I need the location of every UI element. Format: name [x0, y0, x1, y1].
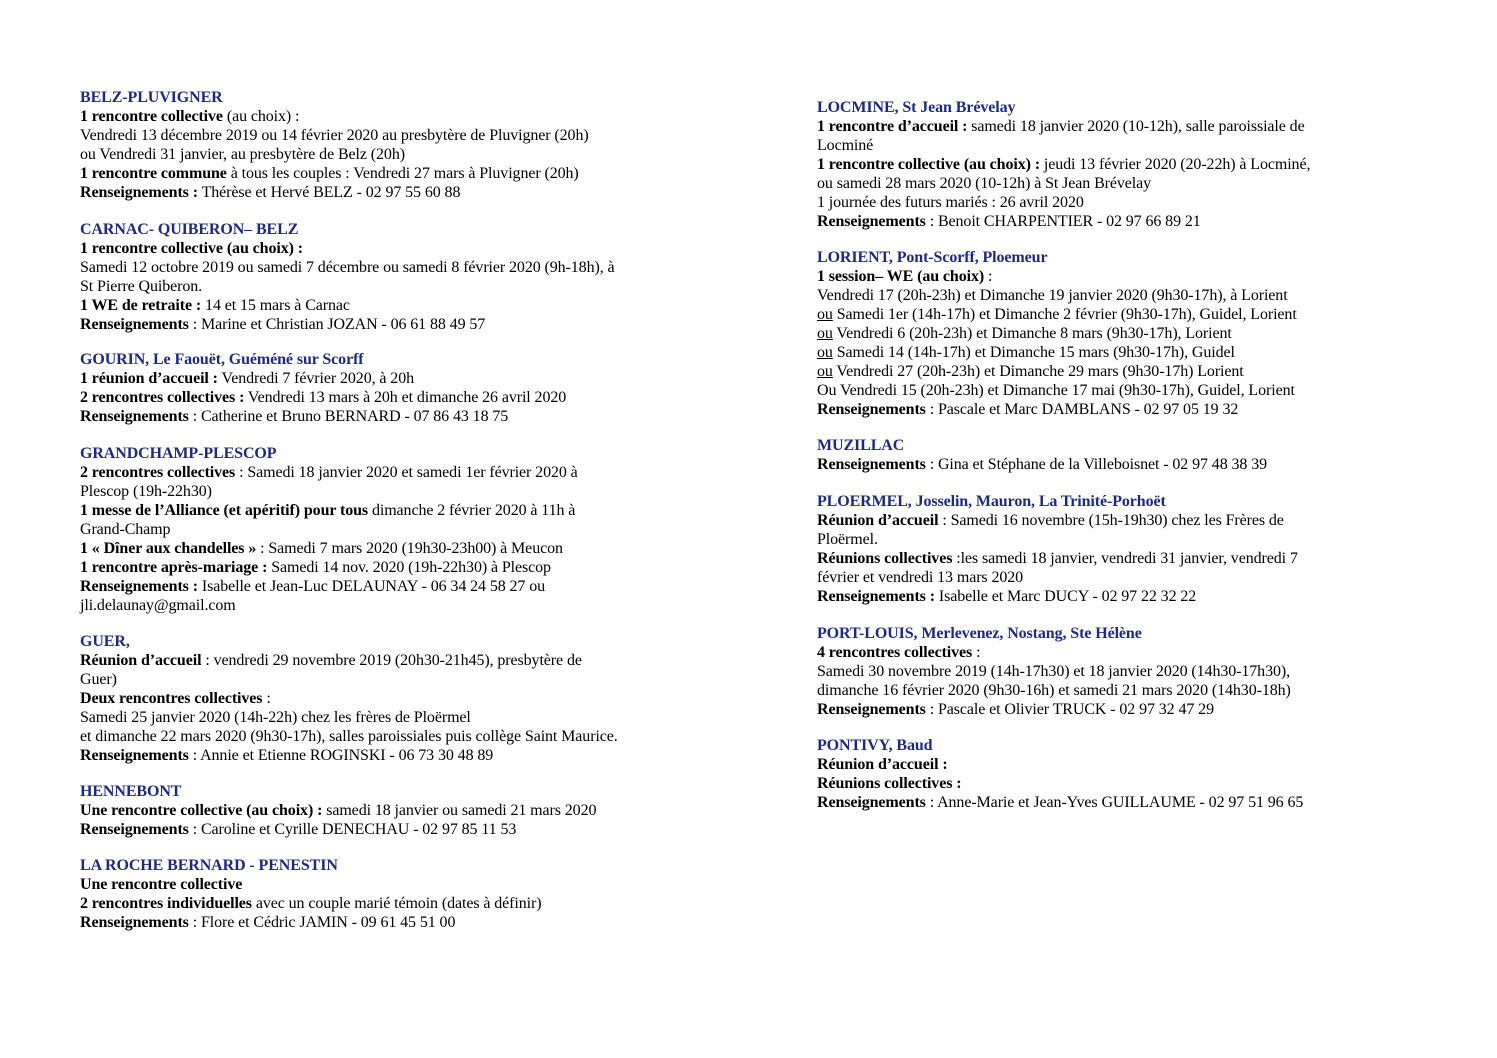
- text-line: [80, 746, 720, 765]
- parish-section: [80, 782, 720, 839]
- bold-label: 2 rencontres collectives: [80, 464, 236, 481]
- text-line: [80, 463, 720, 482]
- text-line: [817, 681, 1457, 700]
- text-run: : Samedi 7 mars 2020 (19h30-23h00) à Meucon: [256, 540, 563, 557]
- bold-label: 1 rencontre d’accueil :: [817, 118, 968, 135]
- text-run: : Samedi 16 novembre (15h-19h30) chez les Frères de: [938, 512, 1284, 529]
- underlined-text: ou: [817, 306, 833, 323]
- bold-label: 1 rencontre collective (au choix) :: [817, 156, 1040, 173]
- parish-section: [817, 492, 1457, 606]
- text-line: [817, 117, 1457, 136]
- text-run: et dimanche 22 mars 2020 (9h30-17h), salles paroissiales puis collège Saint Maurice.: [80, 728, 618, 745]
- section-title: GUER,: [80, 633, 130, 650]
- text-line: [80, 894, 720, 913]
- text-line: [817, 362, 1457, 381]
- bold-label: Renseignements: [817, 794, 926, 811]
- parish-section: [817, 436, 1457, 474]
- text-line: [817, 343, 1457, 362]
- text-run: :: [972, 644, 981, 661]
- text-run: 14 et 15 mars à Carnac: [201, 297, 350, 314]
- text-line: [80, 539, 720, 558]
- section-title: LOCMINE, St Jean Brévelay: [817, 99, 1016, 116]
- text-line: [80, 727, 720, 746]
- text-line: [80, 913, 720, 932]
- bold-label: Réunions collectives: [817, 550, 953, 567]
- parish-section: [80, 350, 720, 426]
- text-line: [80, 315, 720, 334]
- text-run: samedi 18 janvier ou samedi 21 mars 2020: [322, 802, 597, 819]
- text-line: [80, 145, 720, 164]
- parish-section: [80, 632, 720, 765]
- bold-label: Une rencontre collective (au choix) :: [80, 802, 323, 819]
- bold-label: Renseignements: [80, 821, 189, 838]
- bold-label: Renseignements :: [80, 578, 198, 595]
- underlined-text: ou: [817, 344, 833, 361]
- text-run: Locminé: [817, 137, 874, 154]
- text-line: [817, 643, 1457, 662]
- text-run: à tous les couples : Vendredi 27 mars à Pluvigner (20h): [226, 165, 579, 182]
- text-line: [80, 708, 720, 727]
- text-line: [817, 662, 1457, 681]
- text-run: Samedi 14 (14h-17h) et Dimanche 15 mars (9h30-17h), Guidel: [832, 344, 1235, 361]
- bold-label: 1 WE de retraite :: [80, 297, 202, 314]
- bold-label: Renseignements: [817, 213, 926, 230]
- text-line: [817, 212, 1457, 231]
- text-run: Thérèse et Hervé BELZ - 02 97 55 60 88: [197, 184, 461, 201]
- parish-section: [80, 444, 720, 615]
- text-line: [817, 755, 1457, 774]
- parish-section: [80, 220, 720, 334]
- bold-label: Renseignements: [817, 456, 926, 473]
- text-run: Samedi 14 nov. 2020 (19h-22h30) à Plescop: [267, 559, 551, 576]
- text-run: : Annie et Etienne ROGINSKI - 06 73 30 48 89: [188, 747, 494, 764]
- parish-section: [817, 736, 1457, 812]
- text-line: [80, 277, 720, 296]
- text-line: [80, 164, 720, 183]
- parish-section: [817, 624, 1457, 719]
- underlined-text: ou: [817, 363, 833, 380]
- text-line: [80, 520, 720, 539]
- bold-label: 1 rencontre commune: [80, 165, 227, 182]
- parish-section: [80, 88, 720, 202]
- text-run: Samedi 30 novembre 2019 (14h-17h30) et 18 janvier 2020 (14h30-17h30),: [817, 663, 1291, 680]
- text-run: Guer): [80, 671, 117, 688]
- text-line: [817, 549, 1457, 568]
- parish-section: [817, 248, 1457, 419]
- text-run: avec un couple marié témoin (dates à définir): [251, 895, 542, 912]
- text-run: ou samedi 28 mars 2020 (10-12h) à St Jean Brévelay: [817, 175, 1152, 192]
- text-run: Ploërmel.: [817, 531, 878, 548]
- text-run: 1 journée des futurs mariés : 26 avril 2020: [817, 194, 1084, 211]
- bold-label: Renseignements: [817, 401, 926, 418]
- text-run: Vendredi 13 mars à 20h et dimanche 26 avril 2020: [244, 389, 567, 406]
- bold-label: 1 rencontre collective: [80, 108, 223, 125]
- text-run: Plescop (19h-22h30): [80, 483, 212, 500]
- text-line: [817, 530, 1457, 549]
- text-line: [817, 267, 1457, 286]
- parish-section: [80, 856, 720, 932]
- text-line: [817, 193, 1457, 212]
- text-run: : vendredi 29 novembre 2019 (20h30-21h45), presbytère de: [201, 652, 582, 669]
- text-run: Samedi 12 octobre 2019 ou samedi 7 décembre ou samedi 8 février 2020 (9h-18h), à: [80, 259, 615, 276]
- bold-label: 2 rencontres collectives :: [80, 389, 245, 406]
- text-run: : Gina et Stéphane de la Villeboisnet - 02 97 48 38 39: [925, 456, 1267, 473]
- text-run: : Marine et Christian JOZAN - 06 61 88 49 57: [188, 316, 486, 333]
- text-run: samedi 18 janvier 2020 (10-12h), salle paroissiale de: [967, 118, 1305, 135]
- bold-label: Renseignements: [817, 701, 926, 718]
- text-line: [80, 369, 720, 388]
- bold-label: Une rencontre collective: [80, 876, 243, 893]
- text-line: [80, 558, 720, 577]
- text-line: [80, 577, 720, 596]
- bold-label: 1 réunion d’accueil :: [80, 370, 218, 387]
- text-run: dimanche 16 février 2020 (9h30-16h) et samedi 21 mars 2020 (14h30-18h): [817, 682, 1291, 699]
- text-run: Samedi 1er (14h-17h) et Dimanche 2 février (9h30-17h), Guidel, Lorient: [832, 306, 1297, 323]
- text-line: [817, 774, 1457, 793]
- text-run: Vendredi 17 (20h-23h) et Dimanche 19 janvier 2020 (9h30-17h), à Lorient: [817, 287, 1288, 304]
- text-line: [817, 286, 1457, 305]
- bold-label: Renseignements :: [817, 588, 935, 605]
- text-line: [817, 455, 1457, 474]
- section-title: LA ROCHE BERNARD - PENESTIN: [80, 857, 338, 874]
- bold-label: Renseignements: [80, 747, 189, 764]
- text-line: [817, 324, 1457, 343]
- bold-label: Réunion d’accueil: [817, 512, 939, 529]
- underlined-text: ou: [817, 325, 833, 342]
- text-line: [80, 107, 720, 126]
- text-run: :les samedi 18 janvier, vendredi 31 janvier, vendredi 7: [952, 550, 1298, 567]
- text-run: Vendredi 6 (20h-23h) et Dimanche 8 mars (9h30-17h), Lorient: [832, 325, 1232, 342]
- text-line: [817, 155, 1457, 174]
- section-title: MUZILLAC: [817, 437, 905, 454]
- text-run: : Caroline et Cyrille DENECHAU - 02 97 85 11 53: [188, 821, 517, 838]
- text-line: [80, 407, 720, 426]
- text-line: [80, 651, 720, 670]
- text-line: [80, 258, 720, 277]
- text-run: : Pascale et Olivier TRUCK - 02 97 32 47 29: [925, 701, 1214, 718]
- text-run: Vendredi 13 décembre 2019 ou 14 février 2020 au presbytère de Pluvigner (20h): [80, 127, 589, 144]
- text-line: [80, 296, 720, 315]
- text-line: [80, 670, 720, 689]
- text-line: [80, 388, 720, 407]
- text-line: [80, 239, 720, 258]
- text-run: Isabelle et Marc DUCY - 02 97 22 32 22: [934, 588, 1197, 605]
- text-line: [817, 136, 1457, 155]
- bold-label: Réunions collectives :: [817, 775, 962, 792]
- bold-label: 1 rencontre collective (au choix) :: [80, 240, 303, 257]
- text-run: Grand-Champ: [80, 521, 171, 538]
- text-run: :: [262, 690, 271, 707]
- text-line: [80, 801, 720, 820]
- text-run: :: [984, 268, 993, 285]
- section-title: PORT-LOUIS, Merlevenez, Nostang, Ste Hélène: [817, 625, 1142, 642]
- text-run: jeudi 13 février 2020 (20-22h) à Locminé,: [1039, 156, 1311, 173]
- bold-label: Réunion d’accueil: [80, 652, 202, 669]
- bold-label: Réunion d’accueil :: [817, 756, 948, 773]
- text-run: : Benoit CHARPENTIER - 02 97 66 89 21: [925, 213, 1201, 230]
- text-run: Vendredi 27 (20h-23h) et Dimanche 29 mars (9h30-17h) Lorient: [832, 363, 1244, 380]
- text-line: [817, 174, 1457, 193]
- text-line: [80, 126, 720, 145]
- text-line: [80, 875, 720, 894]
- section-title: GOURIN, Le Faouët, Guéméné sur Scorff: [80, 351, 364, 368]
- text-run: février et vendredi 13 mars 2020: [817, 569, 1024, 586]
- text-run: ou Vendredi 31 janvier, au presbytère de Belz (20h): [80, 146, 405, 163]
- text-run: (au choix) :: [222, 108, 300, 125]
- text-run: : Catherine et Bruno BERNARD - 07 86 43 18 75: [188, 408, 509, 425]
- section-title: LORIENT, Pont-Scorff, Ploemeur: [817, 249, 1048, 266]
- text-line: [80, 482, 720, 501]
- section-title: PLOERMEL, Josselin, Mauron, La Trinité-Porhoët: [817, 493, 1166, 510]
- bold-label: 2 rencontres individuelles: [80, 895, 252, 912]
- text-run: Isabelle et Jean-Luc DELAUNAY - 06 34 24 58 27 ou: [197, 578, 546, 595]
- text-run: Vendredi 7 février 2020, à 20h: [217, 370, 415, 387]
- section-title: BELZ-PLUVIGNER: [80, 89, 223, 106]
- text-line: [80, 501, 720, 520]
- section-title: HENNEBONT: [80, 783, 182, 800]
- text-line: [80, 820, 720, 839]
- text-line: [817, 587, 1457, 606]
- bold-label: Renseignements :: [80, 184, 198, 201]
- bold-label: 1 rencontre après-mariage :: [80, 559, 268, 576]
- text-run: : Pascale et Marc DAMBLANS - 02 97 05 19 32: [925, 401, 1239, 418]
- text-run: Ou Vendredi 15 (20h-23h) et Dimanche 17 mai (9h30-17h), Guidel, Lorient: [817, 382, 1295, 399]
- bold-label: Renseignements: [80, 408, 189, 425]
- text-run: : Anne-Marie et Jean-Yves GUILLAUME - 02 97 51 96 65: [925, 794, 1304, 811]
- text-line: [817, 381, 1457, 400]
- text-line: [817, 400, 1457, 419]
- text-run: dimanche 2 février 2020 à 11h à: [368, 502, 576, 519]
- text-line: [80, 183, 720, 202]
- parish-section: [817, 98, 1457, 231]
- text-line: [817, 793, 1457, 812]
- text-line: [817, 305, 1457, 324]
- text-run: : Flore et Cédric JAMIN - 09 61 45 51 00: [188, 914, 456, 931]
- text-run: jli.delaunay@gmail.com: [80, 597, 236, 614]
- text-line: [80, 596, 720, 615]
- text-run: Samedi 25 janvier 2020 (14h-22h) chez les frères de Ploërmel: [80, 709, 471, 726]
- bold-label: Renseignements: [80, 316, 189, 333]
- section-title: CARNAC- QUIBERON– BELZ: [80, 221, 299, 238]
- bold-label: Deux rencontres collectives: [80, 690, 263, 707]
- text-run: : Samedi 18 janvier 2020 et samedi 1er février 2020 à: [235, 464, 578, 481]
- bold-label: 1 messe de l’Alliance (et apéritif) pour tous: [80, 502, 369, 519]
- section-title: GRANDCHAMP-PLESCOP: [80, 445, 277, 462]
- bold-label: Renseignements: [80, 914, 189, 931]
- text-run: St Pierre Quiberon.: [80, 278, 203, 295]
- text-line: [817, 700, 1457, 719]
- bold-label: 1 « Dîner aux chandelles »: [80, 540, 257, 557]
- text-line: [817, 511, 1457, 530]
- text-line: [817, 568, 1457, 587]
- section-title: PONTIVY, Baud: [817, 737, 933, 754]
- bold-label: 1 session– WE (au choix): [817, 268, 985, 285]
- text-line: [80, 689, 720, 708]
- bold-label: 4 rencontres collectives: [817, 644, 973, 661]
